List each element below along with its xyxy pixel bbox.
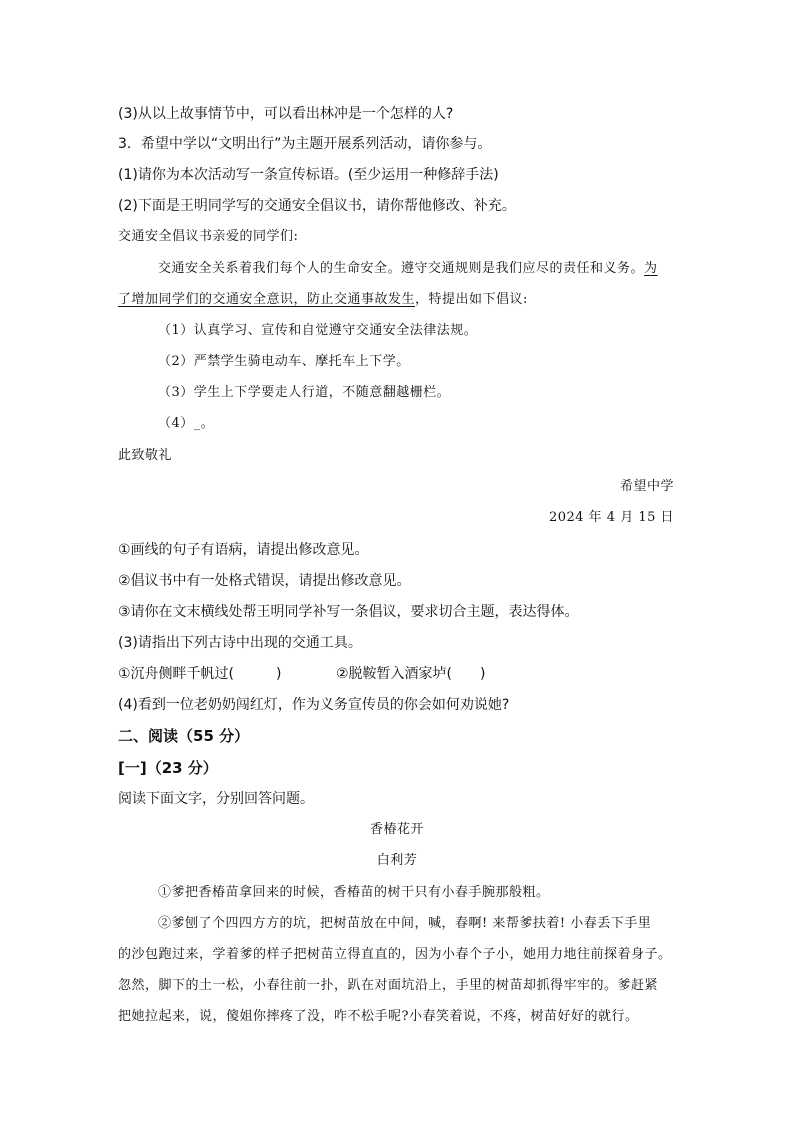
article-paragraph-2-line-3: 忽然，脚下的土一松，小春往前一扑，趴在对面坑沿上，手里的树苗却抓得牢牢的。爹赶紧	[118, 978, 659, 993]
part-1-heading: [一]（23 分）	[118, 759, 218, 777]
question-3-2: (2)下面是王明同学写的交通安全倡议书，请你帮他修改、补充。	[118, 198, 516, 214]
letter-date: 2024 年 4 月 15 日	[548, 510, 674, 525]
letter-closing: 此致敬礼	[118, 448, 173, 463]
poem-line-1: ①沉舟侧畔千帆过( )	[118, 666, 282, 682]
proposal-item-3: （3）学生上下学要走人行道，不随意翻越栅栏。	[158, 385, 451, 400]
question-3-heading: 3．希望中学以“文明出行”为主题开展系列活动，请你参与。	[118, 136, 492, 152]
section-2-heading: 二、阅读（55 分）	[118, 727, 250, 745]
question-3-3-transport: (3)请指出下列古诗中出现的交通工具。	[118, 635, 362, 651]
letter-paragraph-line-1	[158, 259, 658, 279]
letter-paragraph-text: 交通安全关系着我们每个人的生命安全。遵守交通规则是我们应尽的责任和义务。	[158, 261, 645, 276]
question-3-4: (4)看到一位老奶奶闯红灯，作为义务宣传员的你会如何劝说她?	[118, 697, 510, 713]
letter-signer: 希望中学	[619, 479, 674, 494]
article-paragraph-2-line-1: ②爹刨了个四四方方的坑，把树苗放在中间，喊，春啊! 来帮爹扶着! 小春丢下手里	[158, 916, 652, 931]
article-author: 白利芳	[376, 853, 418, 868]
article-title: 香椿花开	[369, 822, 424, 837]
article-paragraph-1: ①爹把香椿苗拿回来的时候，香椿苗的树干只有小春手腕那般粗。	[158, 885, 550, 900]
letter-header: 交通安全倡议书亲爱的同学们:	[118, 229, 299, 244]
sub-question-1: ①画线的句子有语病，请提出修改意见。	[118, 542, 369, 558]
letter-paragraph-line-2	[118, 290, 528, 310]
proposal-item-1: （1）认真学习、宣传和自觉遵守交通安全法律法规。	[158, 323, 478, 338]
underlined-sentence: 了增加同学们的交通安全意识，防止交通事故发生	[118, 292, 416, 307]
poem-line-2: ②脱鞍暂入酒家垆( )	[336, 666, 486, 682]
article-paragraph-2-line-4: 把她拉起来，说，傻姐你摔疼了没，咋不松手呢?小春笑着说，不疼，树苗好好的就行。	[118, 1009, 639, 1024]
letter-paragraph-text-2: ，特提出如下倡议:	[415, 292, 528, 307]
question-3-3-lin-chong: (3)从以上故事情节中，可以看出林冲是一个怎样的人?	[118, 106, 454, 122]
underlined-sentence-start: 为	[644, 261, 658, 276]
sub-question-3: ③请你在文末横线处帮王明同学补写一条倡议，要求切合主题，表达得体。	[118, 604, 579, 620]
proposal-item-4-blank: （4）_。	[158, 416, 215, 431]
article-paragraph-2-line-2: 的沙包跑过来，学着爹的样子把树苗立得直直的，因为小春个子小，她用力地往前探着身子。	[118, 947, 672, 962]
reading-instruction: 阅读下面文字，分别回答问题。	[118, 791, 314, 807]
proposal-item-2: （2）严禁学生骑电动车、摩托车上下学。	[158, 354, 410, 369]
question-3-1: (1)请你为本次活动写一条宣传标语。(至少运用一种修辞手法)	[118, 167, 499, 183]
sub-question-2: ②倡议书中有一处格式错误，请提出修改意见。	[118, 573, 411, 589]
